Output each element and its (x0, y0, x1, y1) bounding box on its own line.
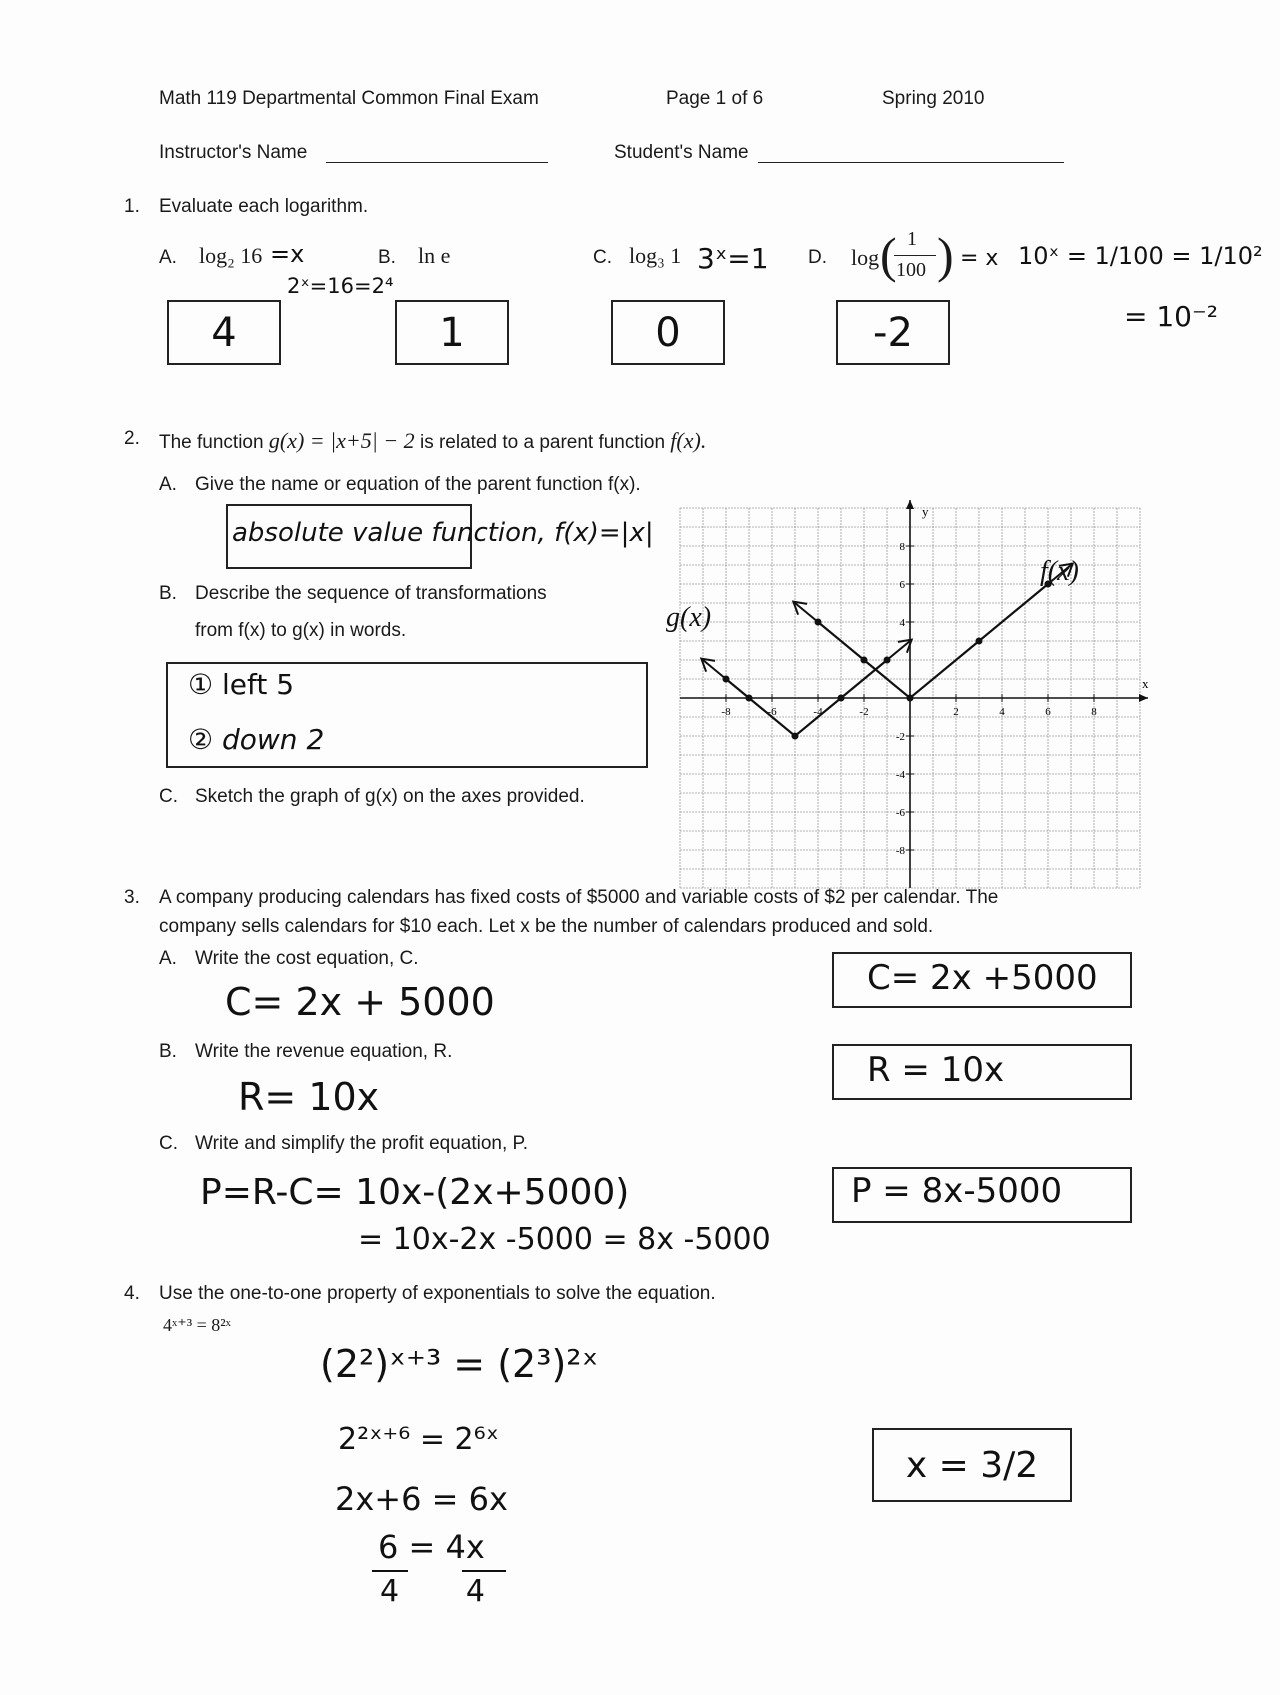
q2b-answer-step2: ② down 2 (188, 723, 325, 756)
x-axis-label: x (1142, 676, 1149, 691)
x-axis-arrow (1139, 694, 1148, 702)
q4-division-bar-left (372, 1570, 408, 1572)
q3b-prompt: Write the revenue equation, R. (195, 1041, 453, 1062)
q4-prompt: Use the one-to-one property of exponentials to solve the equation. (159, 1283, 716, 1304)
q3c-answer: P = 8x-5000 (851, 1171, 1063, 1211)
q2-intro-b: is related to a parent function (419, 432, 666, 453)
graph-label-g: g(x) (666, 602, 712, 633)
q1d-work-equals-x: = x (960, 246, 999, 271)
q1c-answer-box: 0 (611, 300, 725, 365)
q2b-prompt-line1: Describe the sequence of transformations (195, 583, 547, 604)
y-tick-label: -8 (895, 845, 905, 857)
q2-intro (159, 428, 706, 454)
q1d-numerator: 1 (907, 228, 917, 250)
q3a-work: C= 2x + 5000 (225, 980, 495, 1024)
instructor-name-line (326, 162, 548, 163)
x-tick-label: 8 (1091, 706, 1097, 718)
exam-title: Math 119 Departmental Common Final Exam (159, 88, 539, 109)
q1d-letter: D. (808, 247, 827, 268)
q3c-work-line2: = 10x-2x -5000 = 8x -5000 (358, 1222, 771, 1257)
q3-number: 3. (124, 887, 140, 908)
student-name-label: Student's Name (614, 142, 749, 163)
q3a-answer: C= 2x +5000 (867, 958, 1098, 998)
q1d-open-paren: ( (880, 227, 897, 283)
page-number: Page 1 of 6 (666, 88, 764, 109)
y-tick-label: -6 (895, 807, 905, 819)
q1b-answer-box: 1 (395, 300, 509, 365)
q1d-work-result: = 10⁻² (1124, 300, 1218, 333)
q1d-fraction-bar (894, 255, 936, 256)
q4-work-line2: 2²ˣ⁺⁶ = 2⁶ˣ (338, 1422, 499, 1457)
y-tick-label: 4 (899, 617, 905, 629)
q1c-letter: C. (593, 247, 612, 268)
x-tick-label: 6 (1045, 706, 1051, 718)
x-tick-label: -4 (813, 706, 823, 718)
series-point-fx (976, 638, 983, 645)
q3c-work-line1: P=R-C= 10x-(2x+5000) (200, 1172, 630, 1213)
q2a-letter: A. (159, 474, 177, 495)
q4-division-bar-right (462, 1570, 506, 1572)
q1a-letter: A. (159, 247, 177, 268)
q2a-answer: absolute value function, f(x)=|x| (232, 518, 654, 548)
series-point-fx (861, 657, 868, 664)
q2-intro-a: The function (159, 432, 264, 453)
x-tick-label: -8 (721, 706, 731, 718)
q1c-work: 3ˣ=1 (697, 242, 769, 275)
q3b-work: R= 10x (238, 1075, 380, 1119)
q1-prompt: Evaluate each logarithm. (159, 196, 369, 217)
q2b-answer-step1: ① left 5 (188, 668, 295, 701)
q3c-letter: C. (159, 1133, 178, 1154)
student-name-line (758, 162, 1064, 163)
x-tick-label: 2 (953, 706, 959, 718)
q4-work-line5: 4 4 (380, 1574, 485, 1609)
x-tick-label: -2 (859, 706, 869, 718)
q2a-prompt: Give the name or equation of the parent function f(x). (195, 474, 641, 495)
coordinate-graph (666, 504, 1149, 888)
y-tick-label: -4 (895, 769, 905, 781)
q4-work-line1: (2²)ˣ⁺³ = (2³)²ˣ (320, 1342, 599, 1386)
q1b-expression: ln e (418, 243, 451, 268)
q2-function-g: g(x) = |x+5| − 2 (268, 428, 415, 453)
q1a-answer-box: 4 (167, 300, 281, 365)
instructor-name-label: Instructor's Name (159, 142, 308, 163)
q1d-denominator: 100 (896, 259, 926, 281)
q2c-letter: C. (159, 786, 178, 807)
q2-function-f: f(x). (670, 428, 707, 453)
q3-prompt-line2: company sells calendars for $10 each. Let x be the number of calendars produced and sold. (159, 916, 934, 937)
graph-label-f: f(x) (1040, 556, 1079, 587)
q1c-expression: log₃ 1 (629, 243, 682, 268)
q1d-log: log (851, 245, 880, 270)
x-tick-label: 4 (999, 706, 1005, 718)
q3b-letter: B. (159, 1041, 177, 1062)
x-tick-label: -6 (767, 706, 777, 718)
y-tick-label: -2 (895, 731, 905, 743)
y-axis-arrow (906, 500, 914, 509)
series-point-gx (792, 733, 799, 740)
q2b-letter: B. (159, 583, 177, 604)
q1b-letter: B. (378, 247, 396, 268)
q3a-prompt: Write the cost equation, C. (195, 948, 419, 969)
q4-work-line4: 6 = 4x (378, 1528, 485, 1566)
q2c-prompt: Sketch the graph of g(x) on the axes provided. (195, 786, 585, 807)
q3b-answer: R = 10x (867, 1050, 1005, 1090)
q4-equation: 4ˣ⁺³ = 8²ˣ (163, 1315, 231, 1335)
q1d-answer-box: -2 (836, 300, 950, 365)
q3a-letter: A. (159, 948, 177, 969)
q3-prompt-line1: A company producing calendars has fixed costs of $5000 and variable costs of $2 per calendar. The (159, 887, 999, 908)
q4-answer-box: x = 3/2 (872, 1428, 1072, 1502)
q3c-prompt: Write and simplify the profit equation, P. (195, 1133, 529, 1154)
q2b-prompt-line2: from f(x) to g(x) in words. (195, 620, 407, 641)
q1-number: 1. (124, 196, 140, 217)
q1d-work-powers: 10ˣ = 1/100 = 1/10² (1018, 242, 1263, 270)
y-axis-label: y (922, 504, 929, 519)
series-point-gx (838, 695, 845, 702)
q4-work-line3: 2x+6 = 6x (335, 1480, 508, 1518)
q1a-work-x: =x (270, 240, 305, 268)
q4-number: 4. (124, 1283, 140, 1304)
series-point-gx (746, 695, 753, 702)
q1d-close-paren: ) (937, 227, 954, 283)
q1a-expression: log₂ 16 (199, 243, 263, 268)
series-point-fx (907, 695, 914, 702)
y-tick-label: 8 (899, 541, 905, 553)
q1a-work-powers: 2ˣ=16=2⁴ (287, 274, 394, 298)
q2-number: 2. (124, 428, 140, 449)
y-tick-label: 6 (899, 579, 905, 591)
term: Spring 2010 (882, 88, 985, 109)
